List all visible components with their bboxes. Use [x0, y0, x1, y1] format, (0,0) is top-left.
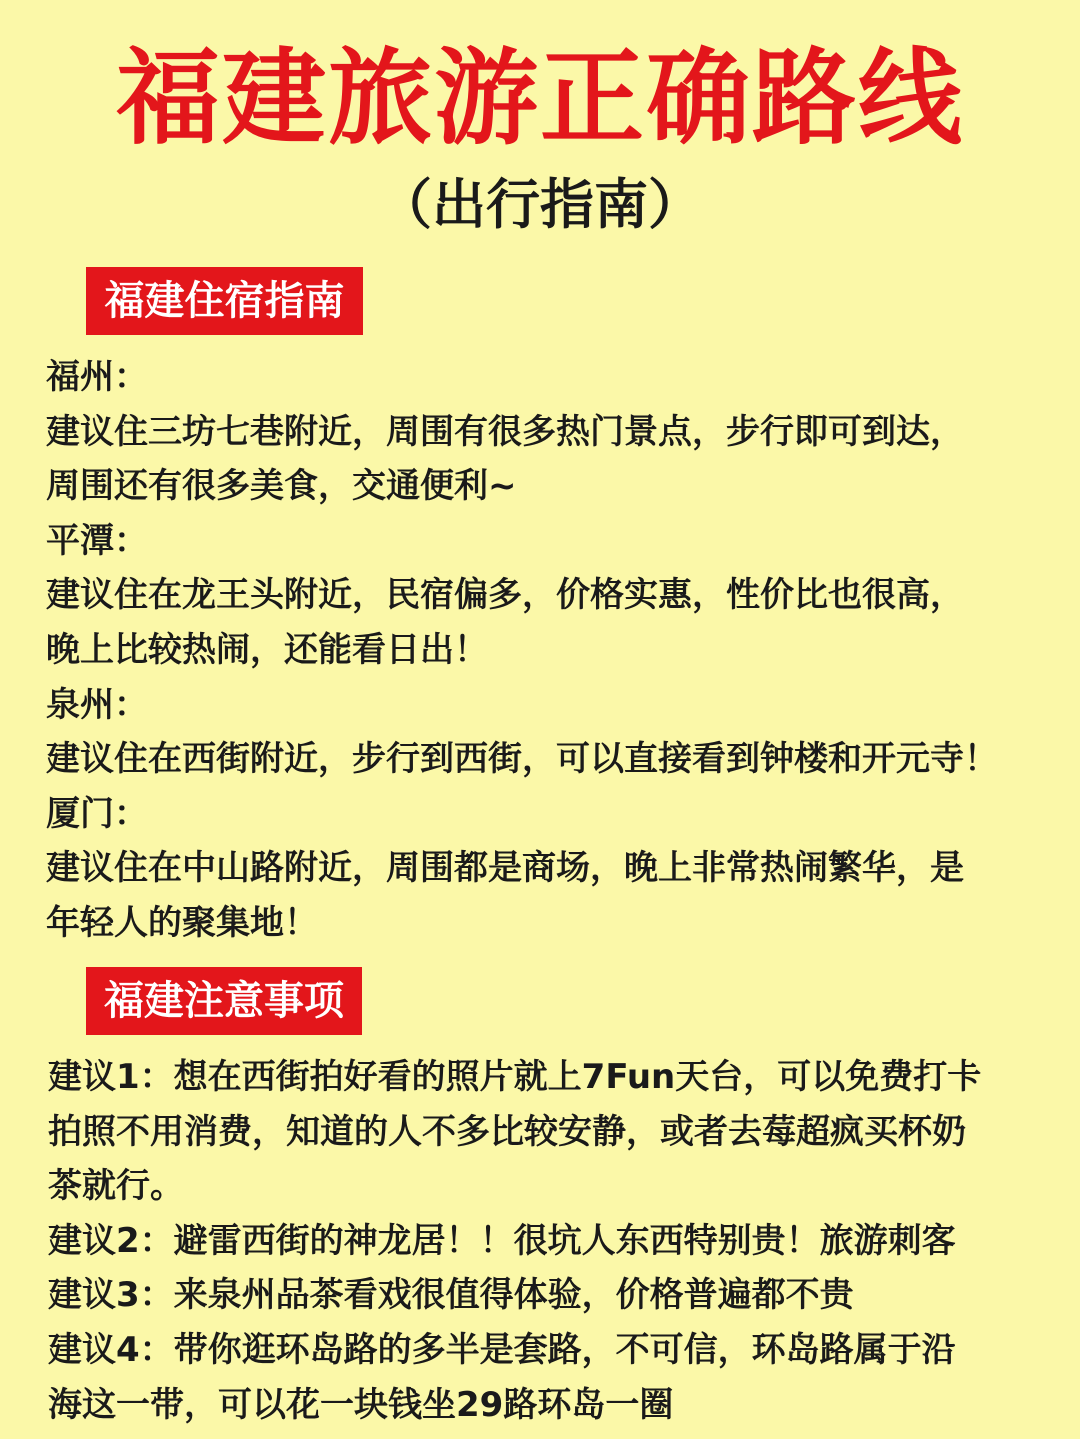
text-line: 泉州： — [46, 684, 148, 725]
page-subtitle: （出行指南） — [378, 173, 702, 236]
text-line: 周围还有很多美食，交通便利~ — [46, 466, 517, 507]
text-line: 建议住在西街附近，步行到西街，可以直接看到钟楼和开元寺！ — [46, 739, 998, 780]
section-label-notes: 福建注意事项 — [86, 967, 362, 1035]
text-line: 茶就行。 — [48, 1166, 184, 1207]
text-line: 建议2：避雷西街的神龙居！！很坑人东西特别贵！旅游刺客 — [48, 1220, 956, 1261]
page-title: 福建旅游正确路线 — [115, 37, 964, 159]
text-line: 厦门： — [46, 793, 148, 834]
text-line: 建议1：想在西街拍好看的照片就上7Fun天台，可以免费打卡 — [48, 1057, 982, 1097]
notes-text-block — [48, 1050, 1058, 1432]
text-line: 拍照不用消费，知道的人不多比较安静，或者去莓超疯买杯奶 — [48, 1111, 966, 1152]
text-line: 建议3：来泉州品茶看戏很值得体验，价格普遍都不贵 — [48, 1275, 854, 1316]
text-line: 建议住三坊七巷附近，周围有很多热门景点，步行即可到达， — [46, 411, 964, 452]
text-line: 建议住在龙王头附近，民宿偏多，价格实惠，性价比也很高， — [46, 575, 964, 616]
text-line: 建议4：带你逛环岛路的多半是套路，不可信，环岛路属于沿 — [48, 1329, 956, 1370]
section-label-accommodation: 福建住宿指南 — [86, 267, 363, 335]
text-line: 福州： — [46, 357, 148, 397]
text-line: 海这一带，可以花一块钱坐29路环岛一圈 — [48, 1384, 674, 1425]
accommodation-text-block — [46, 350, 1056, 951]
text-line: 平潭： — [46, 520, 148, 561]
text-line: 建议住在中山路附近，周围都是商场，晚上非常热闹繁华，是 — [46, 848, 964, 889]
text-line: 晚上比较热闹，还能看日出！ — [46, 629, 488, 670]
text-line: 年轻人的聚集地！ — [46, 902, 318, 943]
